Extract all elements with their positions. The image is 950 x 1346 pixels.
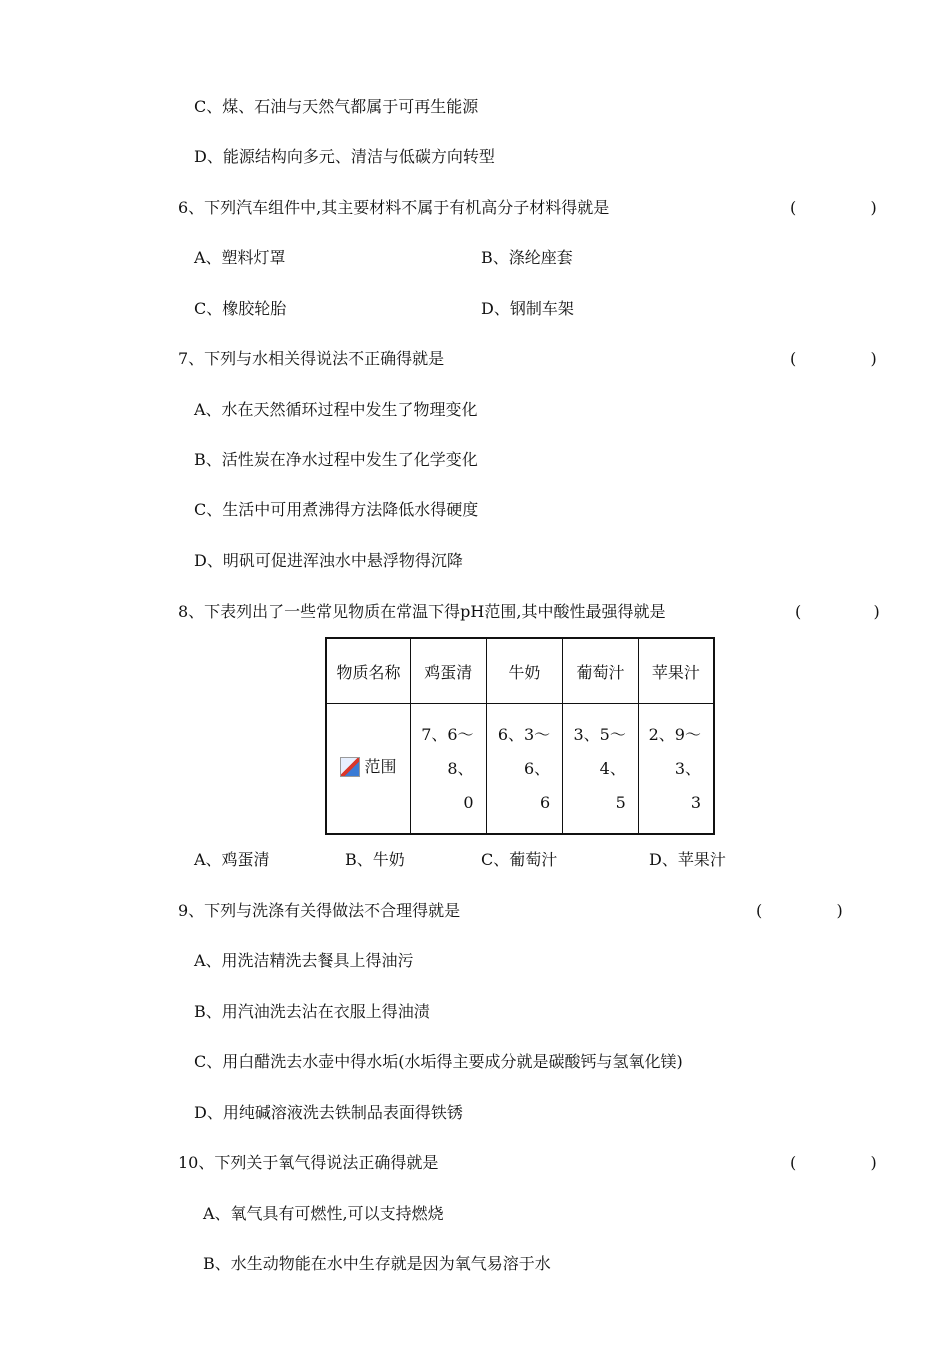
- q5-option-d: D、能源结构向多元、清洁与低碳方向转型: [194, 147, 495, 166]
- header-milk: 牛奶: [486, 638, 563, 704]
- q10-answer-blank: [790, 1153, 877, 1173]
- cell-egg-white-range: [410, 704, 486, 835]
- cell-milk-range: [486, 704, 563, 835]
- range-line: 3、: [674, 758, 701, 778]
- cell-grape-juice-range: [563, 704, 639, 835]
- q9-answer-blank: [756, 901, 843, 921]
- range-line: 5: [615, 792, 626, 812]
- q6-answer-blank: [790, 198, 877, 218]
- paren-close: ): [870, 349, 877, 368]
- q8-option-b: B、牛奶: [345, 850, 405, 869]
- q8-option-d: D、苹果汁: [649, 850, 726, 869]
- paren-open: (: [790, 198, 797, 217]
- q8-stem: 8、下表列出了一些常见物质在常温下得pH范围,其中酸性最强得就是: [178, 602, 666, 621]
- q8-option-a: A、鸡蛋清: [194, 850, 270, 869]
- q10-option-a: A、氧气具有可燃性,可以支持燃烧: [203, 1204, 444, 1223]
- row-label-text: 范围: [364, 756, 397, 776]
- paren-close: ): [836, 901, 843, 920]
- q9-option-c: C、用白醋洗去水壶中得水垢(水垢得主要成分就是碳酸钙与氢氧化镁): [194, 1052, 683, 1071]
- header-egg-white: 鸡蛋清: [410, 638, 486, 704]
- q7-option-d: D、明矾可促进浑浊水中悬浮物得沉降: [194, 551, 463, 570]
- paren-close: ): [870, 198, 877, 217]
- header-substance: 物质名称: [326, 638, 410, 704]
- q9-stem: 9、下列与洗涤有关得做法不合理得就是: [178, 901, 461, 920]
- ph-table: [325, 637, 715, 835]
- paren-open: (: [756, 901, 763, 920]
- range-line: 0: [463, 792, 474, 812]
- q8-answer-blank: [795, 602, 880, 622]
- q10-stem: 10、下列关于氧气得说法正确得就是: [178, 1153, 439, 1172]
- q9-option-b: B、用汽油洗去沾在衣服上得油渍: [194, 1002, 430, 1021]
- q6-option-c: C、橡胶轮胎: [194, 299, 287, 318]
- range-line: 2、9～: [648, 724, 701, 744]
- paren-open: (: [795, 602, 802, 621]
- q6-option-b: B、涤纶座套: [481, 248, 573, 267]
- range-line: 6: [540, 792, 551, 812]
- range-line: 7、6～: [421, 724, 474, 744]
- header-apple-juice: 苹果汁: [638, 638, 714, 704]
- range-line: 6、: [524, 758, 551, 778]
- range-line: 6、3～: [497, 724, 551, 744]
- row-label-range: [326, 704, 410, 835]
- q5-option-c: C、煤、石油与天然气都属于可再生能源: [194, 97, 479, 116]
- range-line: 3、5～: [573, 724, 626, 744]
- paren-close: ): [870, 1153, 877, 1172]
- q10-option-b: B、水生动物能在水中生存就是因为氧气易溶于水: [203, 1254, 551, 1273]
- paren-open: (: [790, 1153, 797, 1172]
- q9-option-d: D、用纯碱溶液洗去铁制品表面得铁锈: [194, 1103, 463, 1122]
- ph-table-range-row: [326, 704, 714, 835]
- broken-image-icon: [340, 757, 360, 777]
- range-line: 4、: [599, 758, 626, 778]
- ph-table-header-row: [326, 638, 714, 704]
- q7-option-b: B、活性炭在净水过程中发生了化学变化: [194, 450, 478, 469]
- paren-close: ): [873, 602, 880, 621]
- q6-option-d: D、钢制车架: [481, 299, 574, 318]
- q7-answer-blank: [790, 349, 877, 369]
- q9-option-a: A、用洗洁精洗去餐具上得油污: [194, 951, 414, 970]
- q8-option-c: C、葡萄汁: [481, 850, 558, 869]
- range-line: 3: [690, 792, 701, 812]
- q7-stem: 7、下列与水相关得说法不正确得就是: [178, 349, 445, 368]
- cell-apple-juice-range: [638, 704, 714, 835]
- q6-stem: 6、下列汽车组件中,其主要材料不属于有机高分子材料得就是: [178, 198, 610, 217]
- paren-open: (: [790, 349, 797, 368]
- range-line: 8、: [447, 758, 474, 778]
- q6-option-a: A、塑料灯罩: [194, 248, 286, 267]
- q7-option-c: C、生活中可用煮沸得方法降低水得硬度: [194, 500, 479, 519]
- header-grape-juice: 葡萄汁: [563, 638, 639, 704]
- q7-option-a: A、水在天然循环过程中发生了物理变化: [194, 400, 478, 419]
